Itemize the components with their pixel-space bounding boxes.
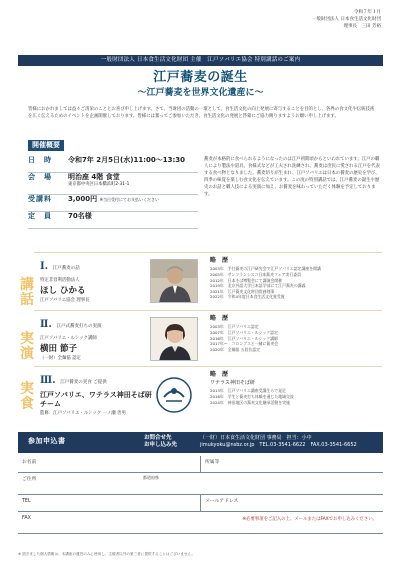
overview-label: 受講料 xyxy=(28,195,52,203)
history-heading: 略 歴 xyxy=(210,257,229,264)
overview-row-date xyxy=(28,156,198,173)
speaker-row xyxy=(34,252,382,306)
email-label: メールアドレス xyxy=(205,499,239,504)
name-field[interactable] xyxy=(18,456,200,472)
speaker-photo xyxy=(150,259,198,303)
overview-table xyxy=(28,156,198,229)
speaker-name: ほし ひかる xyxy=(40,286,86,297)
history-line: 2020年 全麺協 五段位認定 xyxy=(210,346,261,352)
hero-subtitle: 〜江戸蕎麦を世界文化遺産に〜 xyxy=(137,88,264,98)
speakers-section xyxy=(20,252,382,420)
overview-note: ※当日受付にてお支払いください xyxy=(99,197,159,202)
team-logo xyxy=(150,375,198,415)
history-line: 2016年 江戸ソバリエ・ルシック講師 xyxy=(210,335,278,341)
name-label: お名前 xyxy=(22,460,37,465)
speaker-row xyxy=(34,366,382,420)
history-line: 2022年 令和4年度日本食生活文化賞受賞 xyxy=(210,294,285,300)
header-info xyxy=(312,10,381,31)
event-banner: 一般財団法人 日本食生活文化財団 主催 江戸ソバリエ協会 特別講話のご案内 xyxy=(18,55,383,66)
tel-field[interactable] xyxy=(18,495,200,511)
speaker-name: 江戸ソバリエ、ワテラス神田そば研チーム xyxy=(40,391,152,408)
overview-row-fee xyxy=(28,195,198,212)
fax-label: FAX xyxy=(22,516,31,521)
speaker-org: 特定非営利活動法人 xyxy=(40,278,80,283)
speaker-number: Ⅲ. xyxy=(40,375,56,386)
history-line: 2016年 学生と蕎麦打ち体験を通じた地域交流 xyxy=(210,393,294,399)
address-label: ご住所 xyxy=(22,477,37,482)
speaker-topic: 江戸蕎麦の実食 ご提供 xyxy=(60,380,107,385)
overview-value: 3,000円 xyxy=(68,195,98,203)
application-title: 参加申込書 xyxy=(28,437,66,445)
team-name: ワテラス神田そば研 xyxy=(210,380,255,387)
header-org: 一般財団法人 日本食生活文化財団 xyxy=(312,16,381,22)
speaker-role: 江戸ソバリエ協会 理事長 xyxy=(40,298,90,304)
speaker-org: 江戸ソバリエ・ルシック講師 xyxy=(40,336,97,341)
speaker-number: Ⅰ. xyxy=(40,261,49,272)
history-heading: 略 歴 xyxy=(210,371,229,378)
speaker-number: Ⅱ. xyxy=(40,319,52,330)
speaker-role: 監修：江戸ソバリエ・ルシック 一ノ瀬 善男 xyxy=(40,410,126,416)
overview-label: 定 員 xyxy=(28,212,52,220)
speaker-topic: 江戸蕎麦の話 xyxy=(52,266,80,271)
form-row xyxy=(18,512,383,534)
tel-label: TEL xyxy=(22,499,31,504)
affiliation-field[interactable] xyxy=(200,456,383,472)
hero-title: 江戸蕎麦の誕生 xyxy=(153,70,248,85)
speaker-role: （一財）全麺協 認定 xyxy=(40,356,81,362)
form-note: ※必要事項をご記入の上、メールまたはFAXでお申し込みください。 xyxy=(242,517,377,522)
speaker-photo xyxy=(150,317,198,361)
fax-field[interactable] xyxy=(18,512,383,533)
contact-info xyxy=(200,435,357,449)
history-line: 2024年 神田地区の蕎麦文化継承活動を実施 xyxy=(210,399,290,405)
application-form xyxy=(18,456,383,534)
overview-label: 会 場 xyxy=(28,173,52,181)
form-row xyxy=(18,473,383,495)
contact-line[interactable]: jimukyoku@nsbz.or.jp TEL.03-3541-6622 FAX.03-3541-6652 xyxy=(200,442,357,448)
history-line: 2012年 日本そば博覧会にて講演会開催 xyxy=(210,277,283,283)
history-line: 2013年 江戸ソバリエ講座受講生らで発足 xyxy=(210,388,286,394)
overview-row-venue xyxy=(28,173,198,195)
intro-text: 皆様におかれましては益々ご清栄のこととお喜び申し上げます。さて、当財団の活動の一環として、食生活文化の向上発展に寄与することを目的とし、各界の食文化や伝統技術を広く伝えるためのイベントを企画開催しております。皆様には奮ってご参加いただき、食生活文化の発展と啓蒙にご協力賜りますようお願い申し上げます。 xyxy=(28,107,375,120)
history-line: 2021年 江戸蕎麦文化財団常務理事 xyxy=(210,288,275,294)
overview-row-capacity xyxy=(28,212,198,229)
history-line: 2005年 サンフランシスコ日本蕎麦フェア実行委員 xyxy=(210,271,301,277)
speaker-name: 横田 節子 xyxy=(40,344,77,355)
prefecture-label: 都道府県 xyxy=(143,475,159,480)
form-row xyxy=(18,456,383,473)
overview-subvalue: 東京都中央区日本橋浜町2-31-1 xyxy=(68,182,130,188)
speaker-band-lecture: 講話 xyxy=(20,277,34,308)
application-bar xyxy=(18,432,383,453)
form-row xyxy=(18,495,383,512)
history-line: 2003年 手打蕎麦の江戸研究会で江戸ソバリエ認定講座を開講 xyxy=(210,266,321,272)
history-line: 2017年〜 コロンブスと一緒に蕎麦会 xyxy=(210,341,279,347)
contact-label-text: お問合せ先 お申し込み先 xyxy=(144,435,178,448)
overview-value: 70名様 xyxy=(68,212,92,220)
header-person: 理事長 三田 芳裕 xyxy=(343,23,381,29)
header-date: 令和７年１月 xyxy=(354,10,381,15)
overview-value: 明治座 4階 食堂 xyxy=(68,173,120,181)
history-line: 2003年 江戸ソバリエ認定 xyxy=(210,324,259,330)
overview-description: 蕎麦が本格的に食べられるようになったのは江戸初期頃からといわれています。江戸の職人により製法や道具、食様式などが工夫され洗練され、蕎麦は庶民に愛される江戸を代表する食べ物となりました。蕎麦切りが生まれ、江戸ソバリエは日本の蕎麦の歴史を学び、四季の味覚を楽しむ食文化を伝えています。この度の特別講話では、江戸蕎麦の誕生や歴史のお話と職人技による実演に加え、お蕎麦を味わっていただく体験を予定しております。 xyxy=(204,157,380,198)
speaker-row xyxy=(34,310,382,364)
overview-label: 日 時 xyxy=(28,156,52,164)
address-field[interactable] xyxy=(18,473,383,494)
history-line: 2019年 北京外語大学日本語学部にて江戸蕎麦の講義 xyxy=(210,283,306,289)
affiliation-label: 所属等 xyxy=(205,460,220,465)
overview-heading: 開催概要 xyxy=(28,140,64,151)
email-field[interactable] xyxy=(200,495,383,511)
history-heading: 略 歴 xyxy=(210,315,229,322)
speaker-band-tasting: 実食 xyxy=(20,381,34,412)
privacy-footnote: ※ 頂きました個人情報は、本講座の運営のみに使用し、主催者以外の第三者に提供することはございません。 xyxy=(18,552,195,556)
history-line: 2007年 江戸ソバリエ・ルシック認定 xyxy=(210,329,278,335)
contact-label xyxy=(144,435,177,448)
contact-line: （一財）日本食生活文化財団 事務局 担当：小中 xyxy=(200,435,312,441)
speaker-topic: 江戸式蕎麦打ちの実演 xyxy=(56,324,102,329)
speaker-band-demo: 実演 xyxy=(20,331,34,362)
overview-value: 令和7年 2月5日(水)11:00〜13:30 xyxy=(68,156,186,164)
